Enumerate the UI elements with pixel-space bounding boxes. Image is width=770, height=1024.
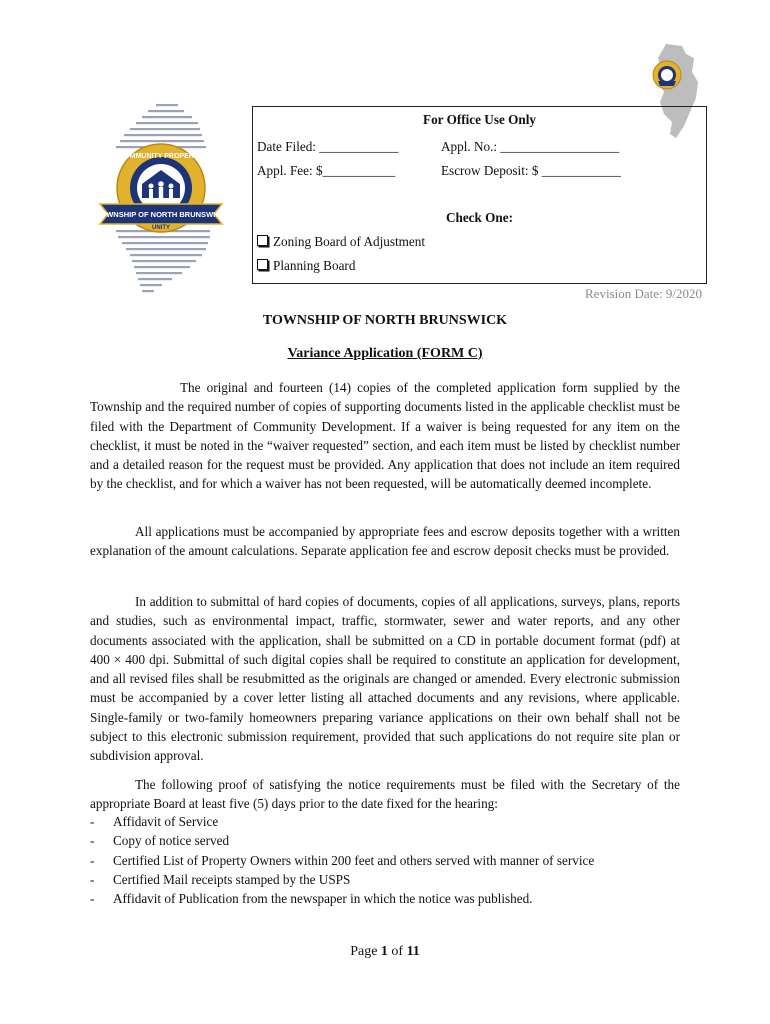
of-word: of	[391, 944, 404, 959]
list-item: - Certified List of Property Owners within 200 feet and others served with manner of service	[90, 851, 680, 870]
form-subtitle: Variance Application (FORM C)	[287, 346, 483, 361]
logo-unity-text: UNITY	[152, 225, 170, 231]
township-seal-logo	[86, 100, 236, 300]
logo-banner-text: TOWNSHIP OF NORTH BRUNSWICK	[95, 210, 227, 219]
list-item: - Affidavit of Service	[90, 812, 680, 831]
list-item: - Certified Mail receipts stamped by the USPS	[90, 870, 680, 889]
checkbox-icon[interactable]	[257, 259, 268, 270]
list-item: - Copy of notice served	[90, 831, 680, 850]
page-word: Page	[350, 944, 378, 959]
list-item: - Affidavit of Publication from the newspaper in which the notice was published.	[90, 889, 680, 908]
page-title: TOWNSHIP OF NORTH BRUNSWICK	[262, 313, 508, 328]
escrow-deposit-field: Escrow Deposit: $ ____________	[441, 163, 621, 178]
intro-paragraph: The original and fourteen (14) copies of the completed application form supplied by the Township and the required number of copies of supporting documents listed in the applicable checklist must be filed with the Department of Community Development. If a waiver is being requested for any item on the checklist, it must be noted in the “waiver requested” section, and each item must be listed by checklist number and a detailed reason for the request must be provided. Any application that does not include an item required by the checklist, and for which a waiver has not been requested, will be automatically deemed incomplete.	[90, 380, 680, 492]
fees-paragraph: All applications must be accompanied by appropriate fees and escrow deposits together with a written explanation of the amount calculations. Separate application fee and escrow deposit checks must be provided.	[90, 524, 680, 559]
current-page-number: 1	[380, 944, 388, 959]
revision-date: Revision Date: 9/2020	[585, 286, 702, 301]
check-one-title: Check One:	[445, 210, 514, 225]
notice-requirements-list	[90, 812, 680, 908]
digital-submission-paragraph: In addition to submittal of hard copies of documents, copies of all applications, surveys, plans, reports and studies, such as environmental impact, traffic, stormwater, sewer and water reports, and any other documents associated with the application, shall be submitted on a CD in portable document format (pdf) at 400 × 400 dpi. Submittal of such digital copies shall be required to constitute an application for development, and all revised files shall be resubmitted as the originals are changed or amended. Every electronic submission must be accompanied by a cover letter listing all attached documents and any revisions, where applicable. Single-family or two-family homeowners preparing variance applications on their own behalf shall not be subject to this electronic submission requirement, provided that such applications do not require site plan or subdivision approval.	[90, 594, 680, 764]
planning-board-label: Planning Board	[273, 258, 356, 273]
office-use-title: For Office Use Only	[423, 112, 536, 127]
zoning-board-option[interactable]	[257, 234, 425, 250]
zoning-board-label: Zoning Board of Adjustment	[273, 234, 426, 249]
office-use-box	[252, 106, 707, 284]
appl-fee-field: Appl. Fee: $___________	[257, 163, 396, 178]
logo-community-text: COMMUNITY PROPERTY	[119, 153, 203, 160]
appl-no-field: Appl. No.: __________________	[441, 139, 620, 154]
page-footer	[0, 944, 770, 960]
notice-paragraph: The following proof of satisfying the notice requirements must be filed with the Secretary of the appropriate Board at least five (5) days prior to the date fixed for the hearing:	[90, 777, 680, 812]
checkbox-icon[interactable]	[257, 235, 268, 246]
total-pages-number: 11	[406, 944, 420, 959]
planning-board-option[interactable]	[257, 258, 355, 274]
date-filed-field: Date Filed: ____________	[257, 139, 399, 154]
